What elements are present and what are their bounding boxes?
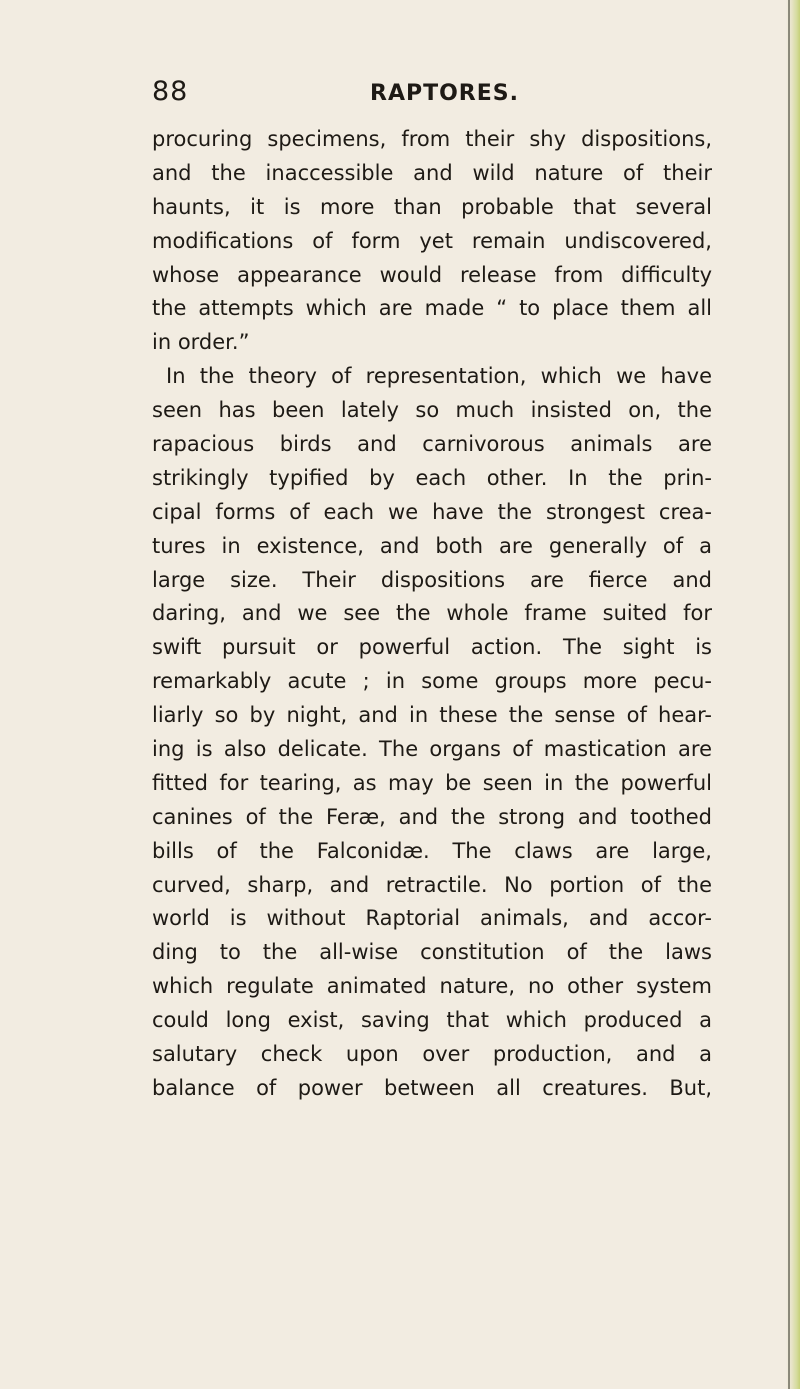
text-line: remarkably acute ; in some groups more pecu-: [152, 669, 712, 694]
page-edge-line: [788, 0, 790, 1389]
text-line: world is without Raptorial animals, and accor-: [152, 906, 712, 931]
text-line: strikingly typified by each other. In the prin-: [152, 465, 712, 490]
text-line: modifications of form yet remain undiscovered,: [152, 228, 712, 253]
text-line: tures in existence, and both are generally of a: [152, 533, 712, 558]
body-text: [152, 123, 712, 1106]
running-head: RAPTORES.: [370, 81, 519, 106]
text-line: whose appearance would release from difficulty: [152, 262, 712, 287]
page-number: 88: [152, 76, 189, 107]
text-line: cipal forms of each we have the strongest crea-: [152, 499, 712, 524]
page-header: [152, 76, 712, 116]
text-line: swift pursuit or powerful action. The sight is: [152, 635, 712, 660]
text-line: seen has been lately so much insisted on, the: [152, 398, 712, 423]
text-line: bills of the Falconidæ. The claws are large,: [152, 838, 712, 863]
text-line: balance of power between all creatures. But,: [152, 1075, 712, 1100]
text-line: large size. Their dispositions are fierce and: [152, 567, 712, 592]
text-line: canines of the Feræ, and the strong and toothed: [152, 804, 712, 829]
text-line: haunts, it is more than probable that several: [152, 194, 712, 219]
text-line: rapacious birds and carnivorous animals are: [152, 432, 712, 457]
text-line: which regulate animated nature, no other system: [152, 974, 712, 999]
text-line: daring, and we see the whole frame suited for: [152, 601, 712, 626]
text-line: ing is also delicate. The organs of mastication are: [152, 737, 712, 762]
text-line: curved, sharp, and retractile. No portion of the: [152, 872, 712, 897]
text-line: and the inaccessible and wild nature of their: [152, 160, 712, 185]
text-line: salutary check upon over production, and a: [152, 1042, 712, 1067]
text-line: procuring specimens, from their shy dispositions,: [152, 127, 712, 151]
text-line: liarly so by night, and in these the sense of hear-: [152, 703, 712, 728]
text-line: could long exist, saving that which produced a: [152, 1008, 712, 1033]
text-line: in order.”: [152, 330, 250, 355]
text-line: fitted for tearing, as may be seen in the powerful: [152, 770, 712, 795]
text-line: In the theory of representation, which we have: [166, 364, 712, 389]
text-line: ding to the all-wise constitution of the laws: [152, 940, 712, 965]
text-line: the attempts which are made “ to place them all: [152, 296, 712, 321]
